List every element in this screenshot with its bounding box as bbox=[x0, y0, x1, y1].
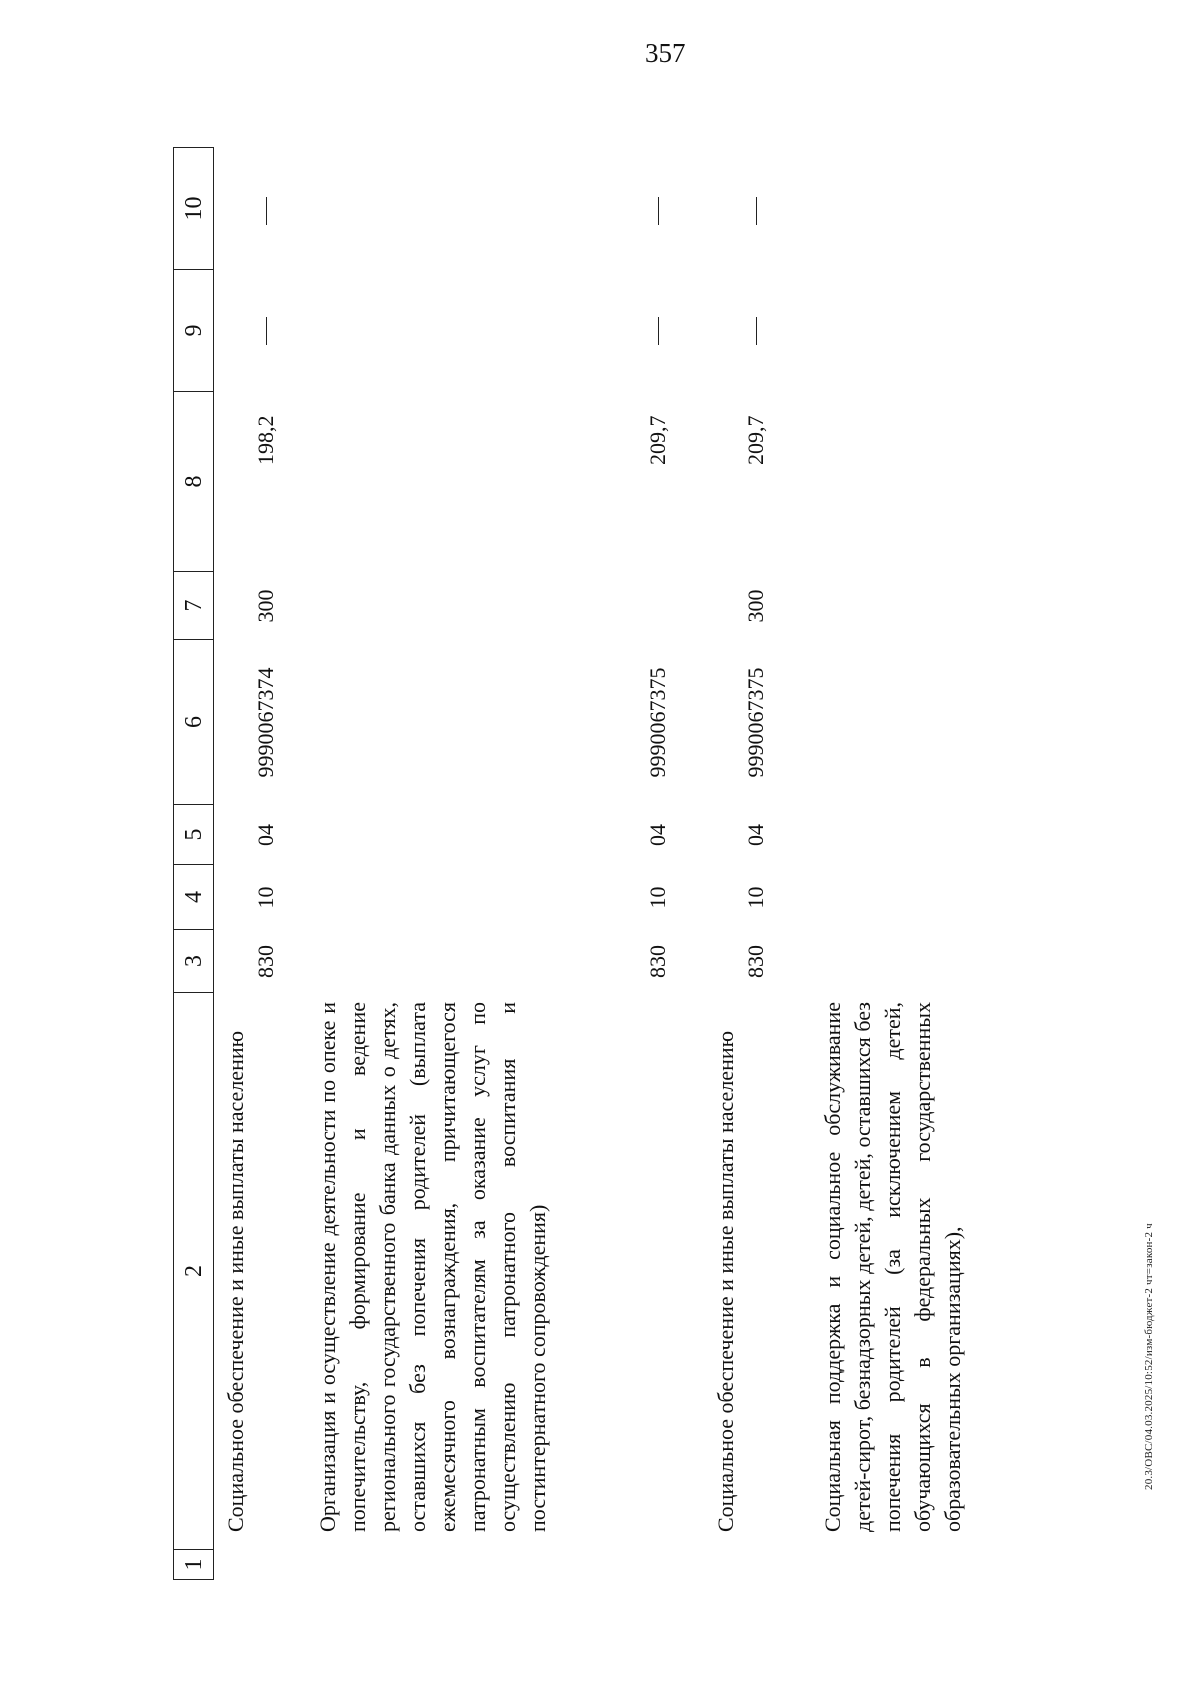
header-col-2: 2 bbox=[174, 992, 214, 1549]
row-col8: 198,2 bbox=[253, 415, 278, 465]
row-col7: 300 bbox=[253, 589, 278, 623]
row-col9-dash bbox=[658, 317, 659, 345]
row-col6: 9990067375 bbox=[645, 667, 670, 778]
header-col-1: 1 bbox=[174, 1549, 214, 1579]
footer-code: 20.3/ОВС/04.03.2025/10:52/изм-бюджет-2 чт=закон-2 ч bbox=[1143, 1223, 1155, 1490]
row-col9-dash bbox=[266, 317, 267, 345]
row-col4: 10 bbox=[645, 886, 670, 909]
row-col10-dash bbox=[756, 197, 757, 225]
row-col3: 830 bbox=[253, 945, 278, 978]
table-header bbox=[173, 147, 214, 1580]
row-col5: 04 bbox=[743, 824, 768, 846]
row-name: Социальное обеспечение и иные выплаты населению bbox=[713, 1030, 738, 1532]
row-col5: 04 bbox=[253, 824, 278, 846]
header-col-5: 5 bbox=[174, 804, 214, 864]
header-col-10: 10 bbox=[174, 147, 214, 269]
row-name: Социальное обеспечение и иные выплаты населению bbox=[223, 1030, 248, 1532]
row-col7: 300 bbox=[743, 589, 768, 623]
row-col8: 209,7 bbox=[645, 415, 670, 465]
header-col-3: 3 bbox=[174, 929, 214, 992]
row-name: Организация и осуществление деятельности по опеке и попечительству, формирование и ведение регионального государственного банка данных о детях, оставшихся без попечения родителей (выплата ежемесячного вознаграждения, причитающегося патронатным воспитателям за оказание услуг по осуществлению патронатного воспитания и постинтернатного сопровождения) bbox=[315, 1002, 550, 1532]
row-col3: 830 bbox=[743, 945, 768, 978]
row-col5: 04 bbox=[645, 824, 670, 846]
row-col6: 9990067375 bbox=[743, 667, 768, 778]
budget-table bbox=[173, 110, 1173, 1580]
row-col3: 830 bbox=[645, 945, 670, 978]
row-col4: 10 bbox=[743, 886, 768, 909]
header-col-9: 9 bbox=[174, 269, 214, 391]
header-col-6: 6 bbox=[174, 639, 214, 804]
row-col6: 9990067374 bbox=[253, 667, 278, 778]
row-col10-dash bbox=[266, 197, 267, 225]
header-col-7: 7 bbox=[174, 571, 214, 639]
header-col-4: 4 bbox=[174, 864, 214, 929]
page-number: 357 bbox=[645, 38, 686, 68]
row-col9-dash bbox=[756, 317, 757, 345]
row-col10-dash bbox=[658, 197, 659, 225]
header-col-8: 8 bbox=[174, 391, 214, 571]
row-col4: 10 bbox=[253, 886, 278, 909]
row-col8: 209,7 bbox=[743, 415, 768, 465]
row-name: Социальная поддержка и социальное обслуживание детей-сирот, безнадзорных детей, детей, оставшихся без попечения родителей (за исключением детей, обучающихся в федеральных государственных образовательных организациях), bbox=[820, 1002, 965, 1532]
